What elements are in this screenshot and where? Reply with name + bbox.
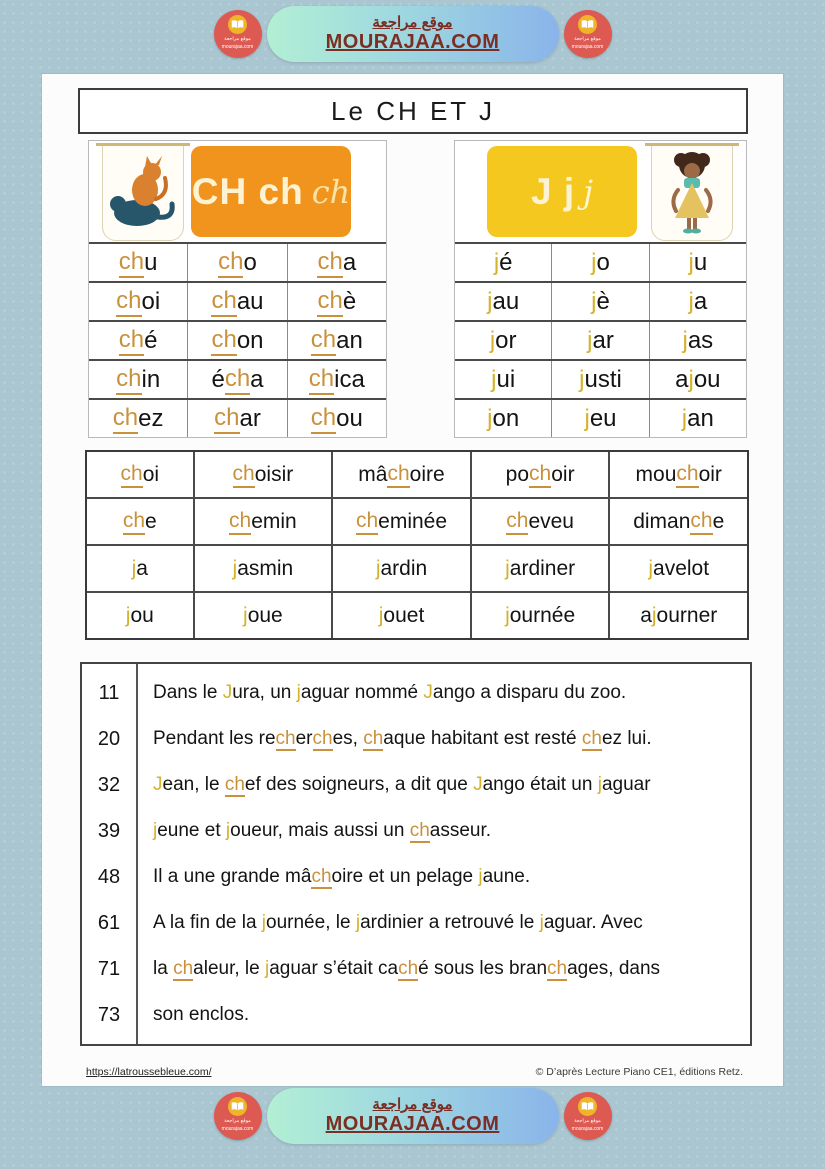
ch-syllable-table xyxy=(88,140,387,438)
banner-site-name: MOURAJAA.COM xyxy=(325,31,500,53)
syllable-cell: j ar xyxy=(552,322,649,359)
ch-highlight: ch xyxy=(224,774,245,795)
j-highlight: j xyxy=(232,556,238,580)
badge-arabic-label: موقع مراجعة xyxy=(574,1118,601,1124)
line-number: 20 xyxy=(97,728,121,750)
j-highlight: J xyxy=(423,682,433,703)
syllable-row xyxy=(455,322,746,361)
passage-line: son enclos. xyxy=(153,1004,250,1025)
ch-highlight: ch xyxy=(690,509,712,535)
ch-highlight: ch xyxy=(116,365,141,395)
j-highlight: j xyxy=(688,365,694,393)
ch-highlight: ch xyxy=(121,462,143,488)
j-letters-print: J j xyxy=(530,170,576,212)
ch-highlight: ch xyxy=(119,248,144,278)
worksheet-page xyxy=(42,74,783,1086)
syllable-cell: a j ou xyxy=(675,365,721,393)
ch-table-header xyxy=(89,141,386,242)
j-highlight: J xyxy=(222,682,233,703)
j-letters-cursive: j xyxy=(583,172,594,211)
line-number: 32 xyxy=(97,774,121,796)
j-highlight: j xyxy=(539,912,544,933)
ch-highlight: ch xyxy=(312,728,333,749)
syllable-row xyxy=(89,322,386,361)
ch-highlight: ch xyxy=(317,287,342,317)
word-cell: ch oisir xyxy=(195,452,334,497)
syllable-cell: ch o xyxy=(188,244,287,281)
j-highlight: j xyxy=(493,248,500,276)
footer-source-link[interactable]: https://latroussebleue.com/ xyxy=(86,1066,212,1078)
line-number: 48 xyxy=(97,866,121,888)
ch-highlight: ch xyxy=(116,287,141,317)
word-cell: mâ ch oire xyxy=(333,452,472,497)
ch-letters-cursive: ch xyxy=(311,172,351,211)
site-logo-badge xyxy=(564,1092,612,1140)
word-cell: j avelot xyxy=(648,556,710,580)
site-logo-badge xyxy=(564,10,612,58)
ch-highlight: ch xyxy=(309,365,334,395)
word-cell: j ardin xyxy=(333,546,472,591)
badge-site-label: mourajaa.com xyxy=(221,1126,254,1132)
ch-highlight: ch xyxy=(409,820,430,841)
syllable-cell: j o xyxy=(552,244,649,281)
word-cell: ch eminée xyxy=(333,499,472,544)
j-highlight: j xyxy=(505,603,510,627)
passage-line: la chaleur, le jaguar s’était caché sous les branchages, dans xyxy=(153,958,661,979)
line-number: 71 xyxy=(97,958,121,980)
passage-line: A la fin de la journée, le jardinier a retrouvé le jaguar. Avec xyxy=(153,912,643,933)
word-row xyxy=(87,546,747,593)
j-highlight: j xyxy=(487,404,493,432)
j-highlight: j xyxy=(131,556,137,580)
syllable-cell: ch ar xyxy=(188,400,287,437)
j-highlight: j xyxy=(505,556,510,580)
ch-highlight: ch xyxy=(676,462,698,488)
syllable-cell: ch é xyxy=(89,322,188,359)
word-cell: j a xyxy=(87,546,195,591)
j-highlight: j xyxy=(688,248,694,276)
ch-letter-card xyxy=(191,146,351,237)
ch-highlight: ch xyxy=(123,509,145,535)
passage-line: Pendant les recherches, chaque habitant est resté chez lui. xyxy=(153,728,652,749)
word-cell: mou ch oir xyxy=(635,461,722,486)
syllable-row xyxy=(89,400,386,437)
j-highlight: j xyxy=(375,556,381,580)
word-cell: po ch oir xyxy=(472,452,611,497)
syllable-cell: j eu xyxy=(552,400,649,437)
ch-syllable-rows xyxy=(89,242,386,437)
ch-highlight: ch xyxy=(214,404,239,434)
cats-illustration xyxy=(102,144,184,241)
j-highlight: j xyxy=(584,404,590,432)
ch-highlight: ch xyxy=(547,958,568,979)
site-banner-top xyxy=(214,6,612,62)
j-highlight: J xyxy=(473,774,483,795)
ch-highlight: ch xyxy=(311,404,336,434)
ch-highlight: ch xyxy=(173,958,194,979)
syllable-cell: j au xyxy=(455,283,552,320)
j-highlight: j xyxy=(491,365,497,393)
syllable-row xyxy=(89,244,386,283)
ch-highlight: ch xyxy=(211,287,236,317)
book-icon xyxy=(578,1097,597,1116)
word-cell: j asmin xyxy=(195,546,334,591)
j-highlight: j xyxy=(648,556,654,580)
j-highlight: j xyxy=(261,912,267,933)
syllable-cell: j é xyxy=(455,244,552,281)
ch-highlight: ch xyxy=(225,365,250,395)
j-syllable-table xyxy=(454,140,747,438)
syllable-row xyxy=(455,361,746,400)
banner-site-name: MOURAJAA.COM xyxy=(325,1113,500,1135)
badge-site-label: mourajaa.com xyxy=(571,1126,604,1132)
site-banner-bottom xyxy=(214,1088,612,1144)
line-number: 11 xyxy=(98,682,120,704)
word-cell: ch e xyxy=(87,499,195,544)
ch-highlight: ch xyxy=(506,509,528,535)
ch-highlight: ch xyxy=(233,462,255,488)
j-highlight: j xyxy=(264,958,270,979)
site-logo-badge xyxy=(214,1092,262,1140)
j-highlight: j xyxy=(597,774,602,795)
book-icon xyxy=(228,15,247,34)
ch-highlight: ch xyxy=(211,326,236,356)
syllable-cell: j ui xyxy=(455,361,552,398)
word-row xyxy=(87,593,747,638)
word-cell: j ou xyxy=(87,593,195,638)
banner-arabic-title: موقع مراجعة xyxy=(372,1096,453,1113)
syllable-cell: ch ica xyxy=(308,364,365,393)
word-cell: j ardiner xyxy=(472,546,611,591)
syllable-cell: ch oi xyxy=(89,283,188,320)
site-banner-pill xyxy=(267,6,559,62)
j-highlight: j xyxy=(153,820,158,841)
syllable-cell: ch è xyxy=(317,286,357,315)
j-highlight: j xyxy=(243,603,248,627)
j-highlight: j xyxy=(587,326,593,354)
syllable-row xyxy=(89,361,386,400)
ch-highlight: ch xyxy=(317,248,342,278)
j-highlight: j xyxy=(296,682,301,703)
word-row xyxy=(87,499,747,546)
ch-highlight: ch xyxy=(398,958,419,979)
syllable-cell: ch an xyxy=(310,325,363,354)
j-highlight: j xyxy=(651,603,657,627)
j-highlight: j xyxy=(591,287,597,315)
j-highlight: j xyxy=(688,287,694,315)
j-highlight: J xyxy=(153,774,163,795)
passage-text-column xyxy=(138,664,750,1044)
badge-arabic-label: موقع مراجعة xyxy=(224,1118,251,1124)
syllable-cell: j u xyxy=(688,248,708,276)
j-syllable-rows xyxy=(455,242,746,437)
j-highlight: j xyxy=(487,287,493,315)
ch-highlight: ch xyxy=(113,404,138,434)
ch-highlight: ch xyxy=(218,248,243,278)
footer-credit: © D’après Lecture Piano CE1, éditions Retz. xyxy=(535,1066,743,1078)
word-cell: j ouet xyxy=(333,593,472,638)
syllable-cell: j or xyxy=(455,322,552,359)
syllable-cell: ch a xyxy=(317,247,357,276)
syllable-cell: ch ou xyxy=(310,403,363,432)
ch-highlight: ch xyxy=(311,866,332,887)
site-logo-badge xyxy=(214,10,262,58)
syllable-row xyxy=(455,244,746,283)
passage-line: Jean, le chef des soigneurs, a dit que Jango était un jaguar xyxy=(153,774,651,795)
syllable-cell: j a xyxy=(688,287,708,315)
syllable-cell: ch in xyxy=(89,361,188,398)
j-highlight: j xyxy=(355,912,361,933)
line-number: 73 xyxy=(97,1004,121,1026)
line-number-column xyxy=(82,664,138,1044)
page-title: Le CH ET J xyxy=(78,88,748,134)
word-cell: ch oi xyxy=(87,452,195,497)
line-number: 61 xyxy=(97,912,121,934)
j-highlight: j xyxy=(378,603,384,627)
passage-line: Il a une grande mâchoire et un pelage jaune. xyxy=(153,866,531,887)
word-row xyxy=(87,452,747,499)
syllable-row xyxy=(455,400,746,437)
ch-highlight: ch xyxy=(275,728,296,749)
j-highlight: j xyxy=(489,326,496,354)
word-cell: j ournée xyxy=(472,593,611,638)
j-highlight: j xyxy=(681,404,688,432)
syllable-row xyxy=(455,283,746,322)
book-icon xyxy=(228,1097,247,1116)
badge-arabic-label: موقع مراجعة xyxy=(574,36,601,42)
words-table xyxy=(85,450,749,640)
syllable-cell: j an xyxy=(681,404,714,432)
ch-letters-print: CH ch xyxy=(191,170,304,212)
reading-passage xyxy=(80,662,752,1046)
badge-site-label: mourajaa.com xyxy=(571,44,604,50)
j-highlight: j xyxy=(125,603,131,627)
ch-highlight: ch xyxy=(529,462,551,488)
ch-highlight: ch xyxy=(119,326,144,356)
word-cell: ch eveu xyxy=(472,499,611,544)
syllable-cell: ch u xyxy=(89,244,188,281)
ch-highlight: ch xyxy=(581,728,602,749)
j-table-header xyxy=(455,141,746,242)
site-banner-pill xyxy=(267,1088,559,1144)
ch-highlight: ch xyxy=(363,728,384,749)
j-highlight: j xyxy=(579,365,585,393)
ch-highlight: ch xyxy=(311,326,336,356)
badge-site-label: mourajaa.com xyxy=(221,44,254,50)
ch-highlight: ch xyxy=(229,509,251,535)
syllable-cell: ch au xyxy=(188,283,287,320)
j-letter-card xyxy=(487,146,637,237)
passage-line: jeune et joueur, mais aussi un chasseur. xyxy=(153,820,492,841)
word-cell: ch emin xyxy=(195,499,334,544)
ch-highlight: ch xyxy=(387,462,409,488)
syllable-cell: j usti xyxy=(552,361,649,398)
badge-arabic-label: موقع مراجعة xyxy=(224,36,251,42)
j-highlight: j xyxy=(591,248,597,276)
banner-arabic-title: موقع مراجعة xyxy=(372,14,453,31)
word-cell: j oue xyxy=(195,593,334,638)
syllable-cell: ch on xyxy=(188,322,287,359)
syllable-cell: é ch a xyxy=(188,361,287,398)
syllable-cell: j as xyxy=(682,326,714,354)
passage-line: Dans le Jura, un jaguar nommé Jango a disparu du zoo. xyxy=(153,682,627,703)
word-cell: diman ch e xyxy=(633,508,725,533)
line-number: 39 xyxy=(97,820,121,842)
j-highlight: j xyxy=(225,820,231,841)
syllable-cell: j on xyxy=(455,400,552,437)
j-highlight: j xyxy=(478,866,483,887)
j-highlight: j xyxy=(682,326,688,354)
syllable-cell: ch ez xyxy=(89,400,188,437)
book-icon xyxy=(578,15,597,34)
syllable-row xyxy=(89,283,386,322)
ch-highlight: ch xyxy=(356,509,378,535)
syllable-cell: j è xyxy=(552,283,649,320)
girl-illustration xyxy=(651,144,733,241)
word-cell: a j ourner xyxy=(640,603,718,627)
